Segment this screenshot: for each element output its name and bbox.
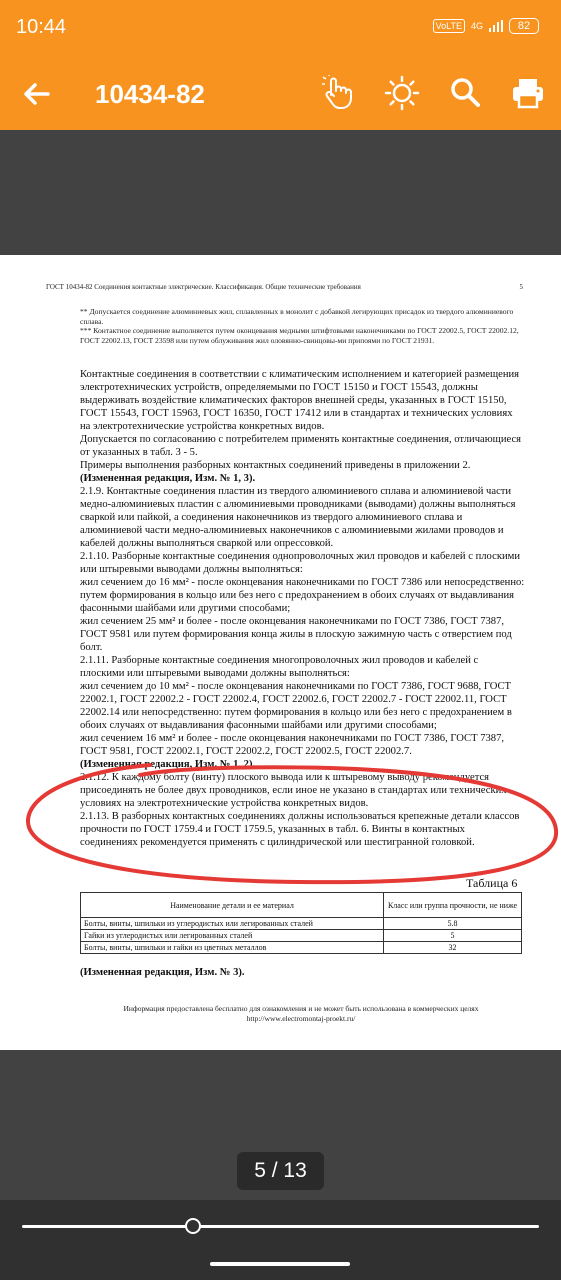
brightness-icon[interactable]: [384, 75, 420, 111]
paragraph: Примеры выполнения разборных контактных соединений приведены в приложении 2.: [80, 460, 471, 471]
footnote: *** Контактное соединение выполняется путем оконцевания медными штифтовыми наконечниками по ГОСТ 22002.5, ГОСТ 22002.12, ГОСТ 22002.13, ГОСТ 23598 или путем облуживания жил оловянно-свинцовы-ми припоями по ГОСТ 21931.: [80, 326, 519, 345]
volte-indicator: VoLTE: [433, 19, 465, 33]
table-caption: Таблица 6: [466, 876, 518, 890]
table-header: Наименование детали и ее материал: [81, 893, 384, 918]
revision-note: (Измененная редакция, Изм. № 3).: [80, 967, 245, 978]
info-footer: [80, 1004, 522, 1024]
table-cell: Болты, винты, шпильки из углеродистых или легированных сталей: [81, 918, 384, 930]
paragraph: 2.1.13. В разборных контактных соединениях должны использоваться крепежные детали классов прочности по ГОСТ 1759.4 и ГОСТ 1759.5, указанных в табл. 6. Винты в контактных соединениях рекомендуется применять с цилиндрической или шестигранной головкой.: [80, 811, 520, 848]
table-6: [80, 892, 522, 954]
paragraph: Допускается по согласованию с потребителем применять контактные соединения, отличающиеся от указанных в табл. 3 - 5.: [80, 434, 522, 458]
paragraph: жил сечением до 10 мм² - после оконцевания наконечниками по ГОСТ 7386, ГОСТ 9688, ГОСТ 22002.1, ГОСТ 22002.2 - ГОСТ 22002.4, ГОСТ 22002.6, ГОСТ 22002.7 - ГОСТ 22002.11, ГОСТ 22002.14 или непосредственно: путем формирования в кольцо или без него с предохранением в обоих случаях от выдавливания фасонными шайбами или другими способами;: [80, 681, 512, 731]
page-number: 5: [519, 283, 523, 291]
status-time: 10:44: [16, 16, 67, 38]
footnote: ** Допускается соединение алюминиевых жил, сплавленных в монолит с добавкой легирующих присадок из твердого алюминиевого сплава.: [80, 307, 514, 326]
footnotes: [80, 307, 525, 345]
signal-bars-icon: [489, 20, 503, 32]
print-icon[interactable]: [510, 75, 546, 111]
paragraph: жил сечением 25 мм² и более - после оконцевания наконечниками по ГОСТ 7386, ГОСТ 7387, ГОСТ 9581 или путем формирования конца жилы в плоскую зажимную часть с отверстием под болт.: [80, 616, 512, 653]
table-cell: Болты, винты, шпильки и гайки из цветных металлов: [81, 942, 384, 954]
revision-note: (Измененная редакция, Изм. № 1, 3).: [80, 473, 256, 484]
table-header-row: [81, 893, 522, 918]
page-indicator: 5 / 13: [237, 1152, 324, 1190]
revision-note: (Измененная редакция, Изм. № 1, 2).: [80, 759, 256, 770]
page-slider-thumb[interactable]: [185, 1218, 201, 1234]
status-bar: [0, 0, 561, 55]
info-text: Информация предоставлена бесплатно для ознакомления и не может быть использована в коммерческих целях: [123, 1004, 479, 1013]
table-cell: 5: [384, 930, 522, 942]
search-icon[interactable]: [448, 75, 484, 111]
touch-hand-icon[interactable]: [320, 75, 356, 111]
paragraph: жил сечением до 16 мм² - после оконцевания наконечниками по ГОСТ 7386 или непосредственно: путем формирования в кольцо или без него с предохранением в обоих случаях от выдавливания фасонными шайбами или другими способами;: [80, 577, 525, 614]
paragraph: 2.1.10. Разборные контактные соединения однопроволочных жил проводов и кабелей с плоскими или штыревыми выводами должны выполняться:: [80, 551, 521, 575]
battery-icon: 82: [509, 18, 539, 34]
table-cell: 32: [384, 942, 522, 954]
paragraph: 2.1.9. Контактные соединения пластин из твердого алюминиевого сплава и алюминиевой части медно-алюминиевых пластин с алюминиевыми проводниками (выводами) должны выполняться сваркой или пайкой, а соединения наконечников из твердого алюминиевого сплава и алюминиевой части медно-алюминиевых наконечников с алюминиевыми жилами проводов и кабелей должны выполняться сваркой или опрессовкой.: [80, 486, 516, 549]
table-row: [81, 942, 522, 954]
app-toolbar: [0, 55, 561, 130]
gesture-nav-handle[interactable]: [210, 1262, 350, 1266]
table-cell: Гайки из углеродистых или легированных сталей: [81, 930, 384, 942]
document-title: 10434-82: [95, 79, 205, 109]
page-header-title: ГОСТ 10434-82 Соединения контактные электрические. Классификация. Общие технические требования: [46, 283, 361, 291]
info-url: http://www.electromontaj-proekt.ru/: [246, 1014, 356, 1023]
paragraph: Контактные соединения в соответствии с климатическим исполнением и категорией размещения электротехнических устройств, определяемыми по ГОСТ 15150 и ГОСТ 15543, должны выдерживать воздействие климатических факторов внешней среды, указанных в ГОСТ 15150, ГОСТ 15543, ГОСТ 15963, ГОСТ 16350, ГОСТ 17412 или в стандартах и технических условиях на электротехнические устройства конкретных видов.: [80, 369, 520, 432]
paragraph: 2.1.12. К каждому болту (винту) плоского вывода или к штыревому выводу рекомендуется присоединять не более двух проводников, если иное не указано в стандартах или технических условиях на электротехнические устройства конкретных видов.: [80, 772, 507, 809]
page-header: [46, 283, 523, 291]
paragraph: жил сечением 16 мм² и более - после оконцевания наконечниками по ГОСТ 7386, ГОСТ 7387, ГОСТ 9581, ГОСТ 22002.1, ГОСТ 22002.2, ГОСТ 22002.5, ГОСТ 22002.7.: [80, 733, 505, 757]
paragraph: [80, 758, 525, 771]
table-cell: 5.8: [384, 918, 522, 930]
document-body: [80, 368, 525, 849]
signal-icon: 4G: [470, 21, 483, 31]
page-slider-track[interactable]: [22, 1225, 539, 1228]
status-icons: [433, 18, 539, 34]
back-arrow-icon[interactable]: [20, 77, 54, 111]
table-header: Класс или группа прочности, не ниже: [384, 893, 522, 918]
paragraph: [80, 472, 525, 485]
table-row: [81, 918, 522, 930]
document-page[interactable]: [0, 255, 561, 1050]
table-row: [81, 930, 522, 942]
bottom-bar: [0, 1200, 561, 1280]
paragraph: 2.1.11. Разборные контактные соединения многопроволочных жил проводов и кабелей с плоскими или штыревыми выводами должны выполняться:: [80, 655, 479, 679]
